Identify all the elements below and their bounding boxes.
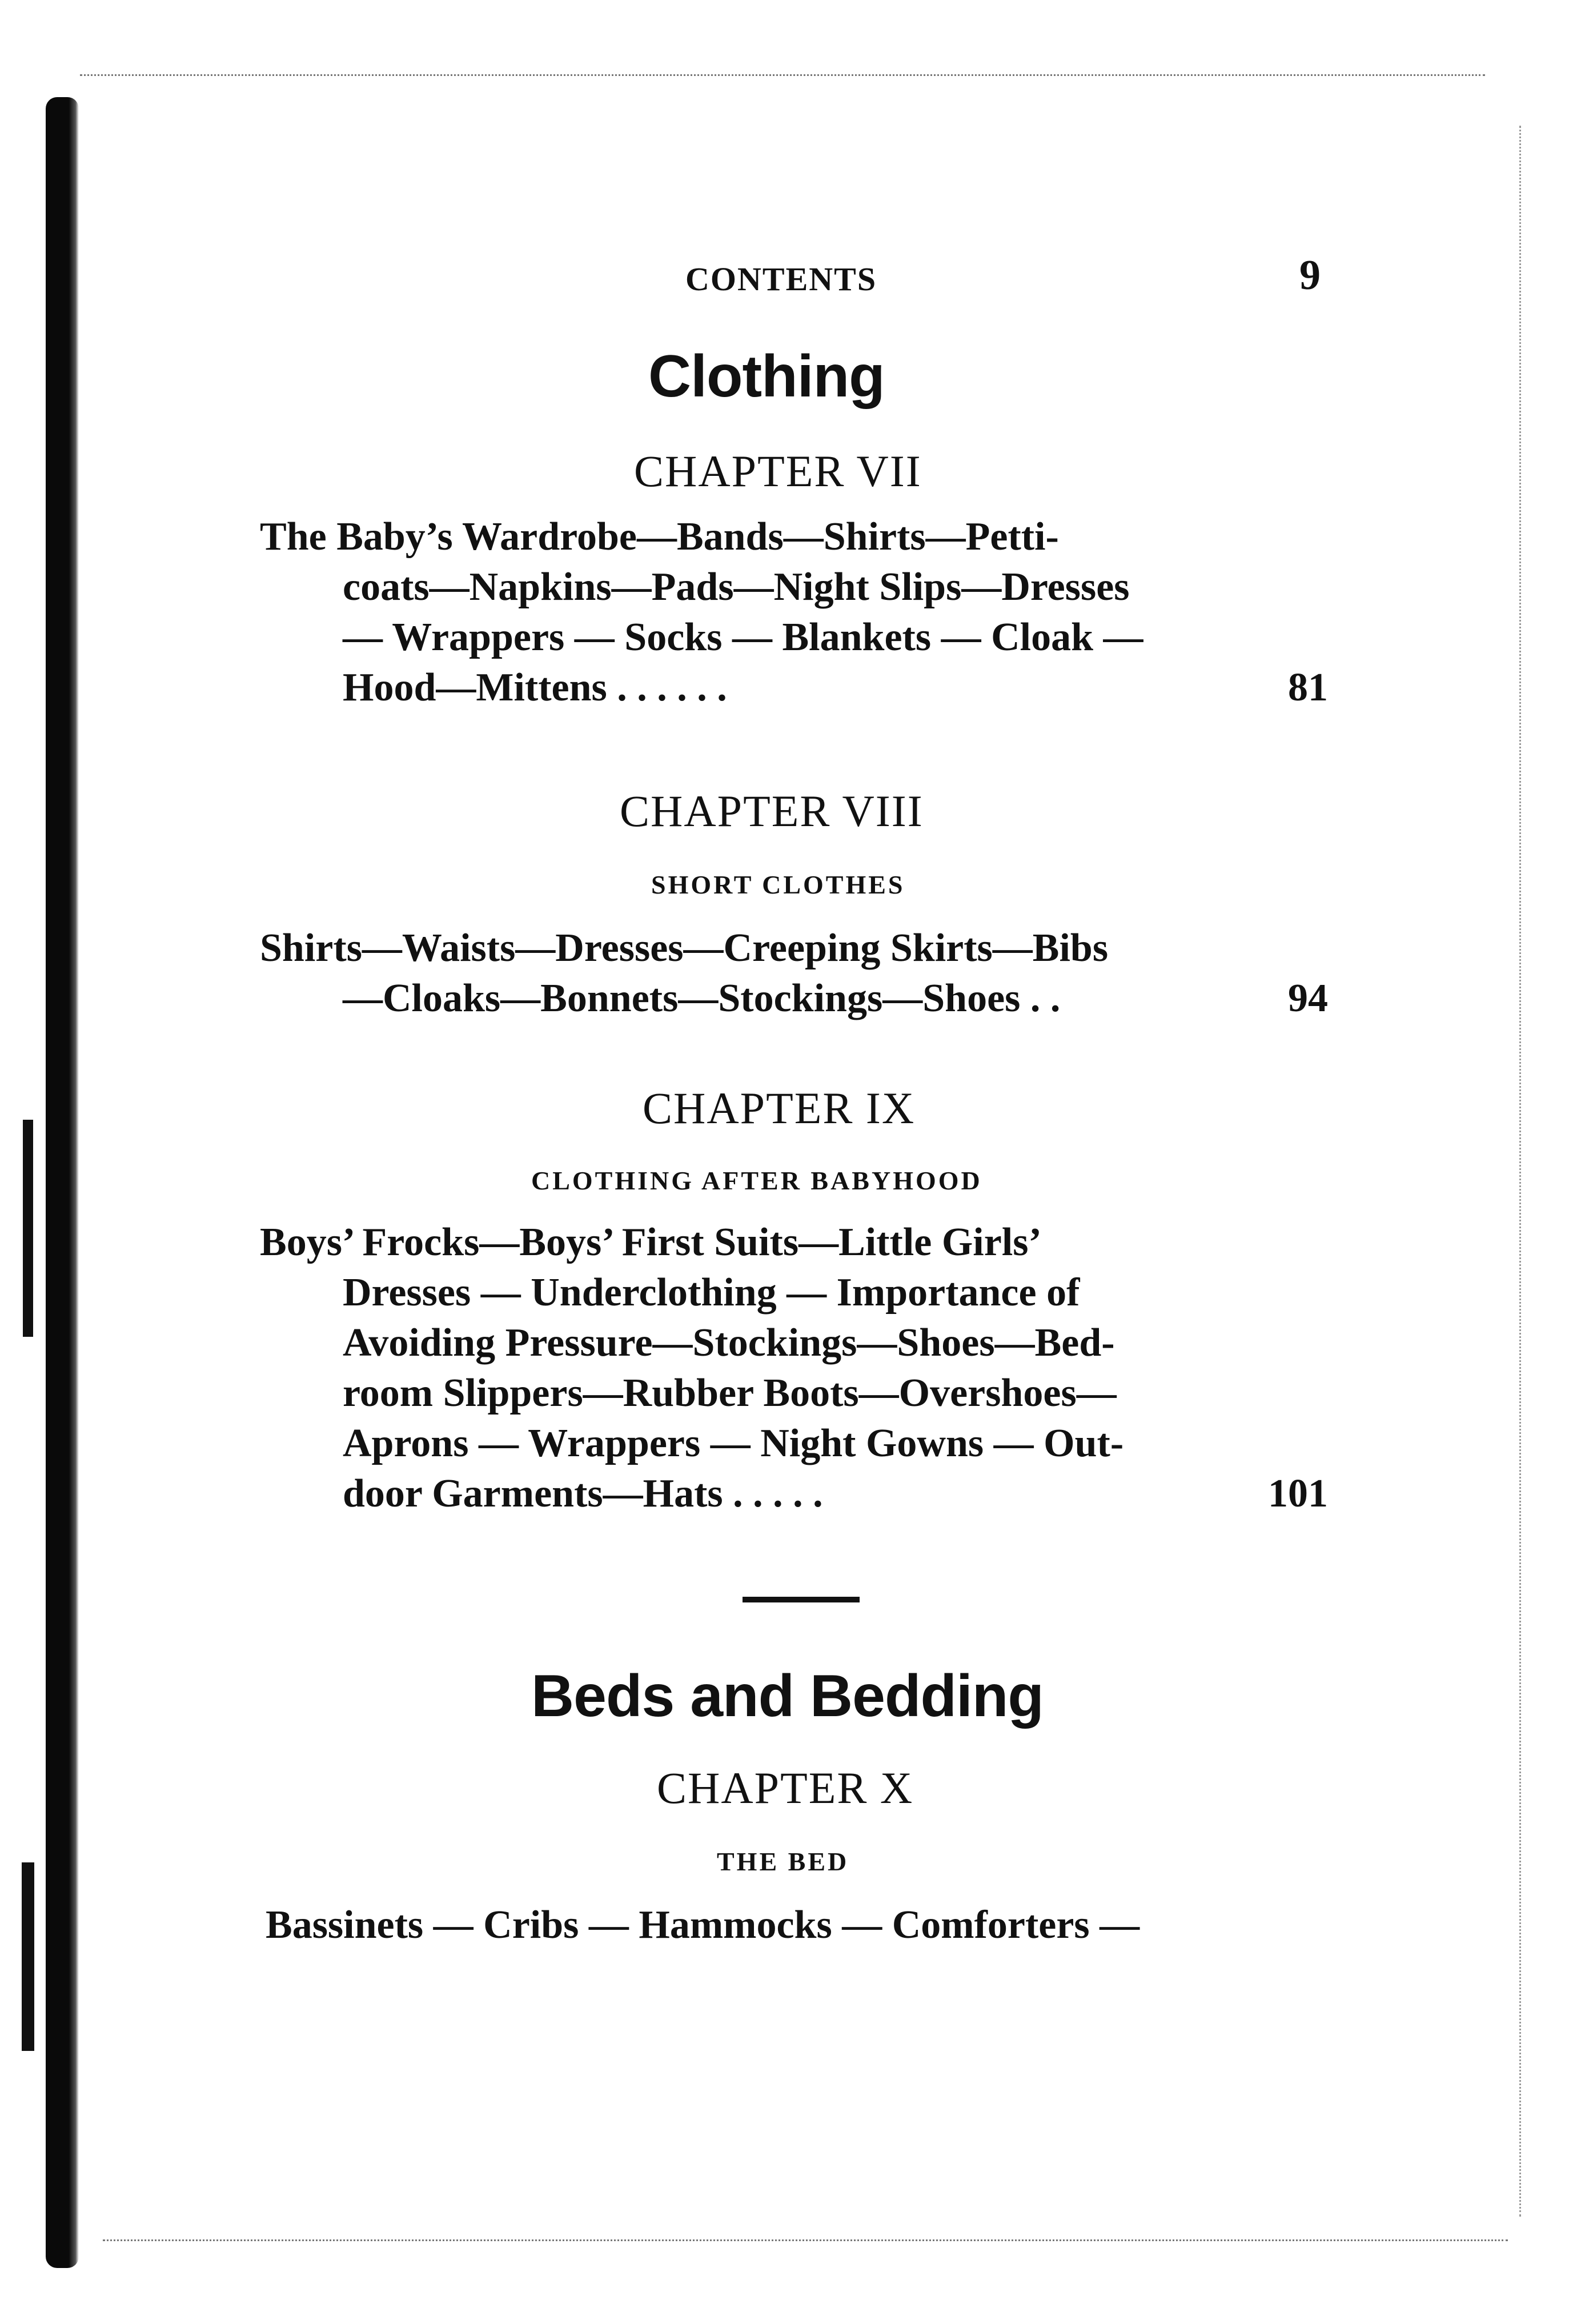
toc-page-number: 101 <box>1268 1472 1328 1516</box>
page-edge <box>80 74 1485 78</box>
toc-entry-line: Shirts—Waists—Dresses—Creeping Skirts—Bibs <box>260 926 1109 970</box>
chapter-subtitle: SHORT CLOTHES <box>651 870 905 899</box>
chapter-subtitle: CLOTHING AFTER BABYHOOD <box>531 1166 982 1195</box>
running-head: CONTENTS <box>685 261 877 298</box>
section-divider <box>743 1597 860 1602</box>
chapter-heading: CHAPTER IX <box>643 1083 916 1133</box>
chapter-subtitle: THE BED <box>717 1847 849 1876</box>
page-edge <box>103 2239 1508 2243</box>
toc-entry-line: room Slippers—Rubber Boots—Overshoes— <box>343 1371 1117 1415</box>
chapter-heading: CHAPTER VIII <box>620 786 924 836</box>
binding-shadow <box>23 1120 33 1337</box>
toc-entry-line: — Wrappers — Socks — Blankets — Cloak — <box>343 615 1143 659</box>
toc-entry-line: coats—Napkins—Pads—Night Slips—Dresses <box>343 565 1130 609</box>
toc-page-number: 81 <box>1288 666 1328 710</box>
binding-shadow <box>46 97 79 2268</box>
toc-entry-line: Dresses — Underclothing — Importance of <box>343 1271 1080 1315</box>
toc-entry-line: Avoiding Pressure—Stockings—Shoes—Bed- <box>343 1321 1115 1365</box>
section-title-clothing: Clothing <box>648 343 885 410</box>
toc-entry-line: Boys’ Frocks—Boys’ First Suits—Little Girls’ <box>260 1220 1042 1264</box>
toc-entry-line: The Baby’s Wardrobe—Bands—Shirts—Petti- <box>260 515 1059 559</box>
toc-entry-line: Bassinets — Cribs — Hammocks — Comforters — <box>266 1903 1140 1947</box>
chapter-heading: CHAPTER X <box>657 1763 914 1813</box>
toc-entry-line: Aprons — Wrappers — Night Gowns — Out- <box>343 1421 1124 1465</box>
page-edge <box>1519 126 1523 2217</box>
toc-entry-line: Hood—Mittens . . . . . . <box>343 666 727 710</box>
chapter-heading: CHAPTER VII <box>634 446 922 496</box>
binding-shadow <box>22 1862 34 2051</box>
toc-page-number: 94 <box>1288 976 1328 1020</box>
page-number: 9 <box>1299 252 1321 299</box>
toc-entry-line: —Cloaks—Bonnets—Stockings—Shoes . . <box>343 976 1061 1020</box>
toc-entry-line: door Garments—Hats . . . . . <box>343 1472 823 1516</box>
section-title-beds-and-bedding: Beds and Bedding <box>531 1663 1044 1729</box>
